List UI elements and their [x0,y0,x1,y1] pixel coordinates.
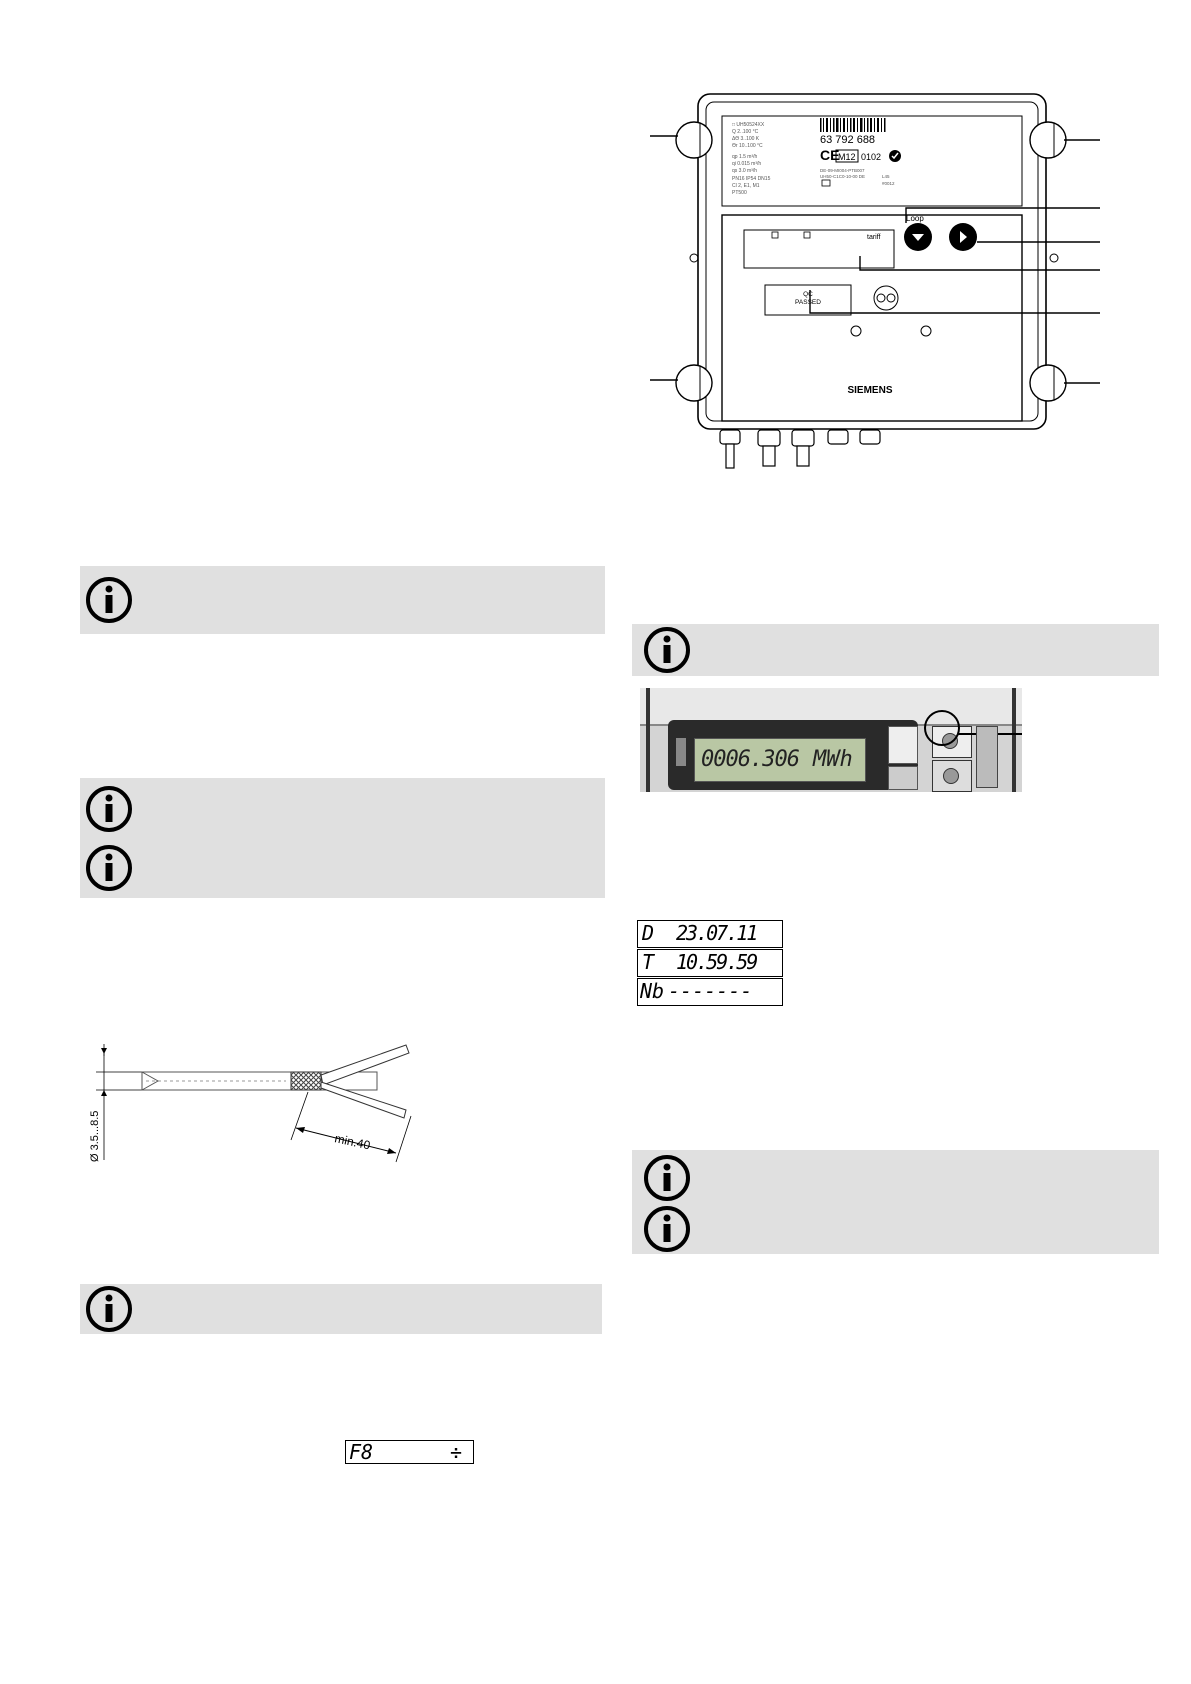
lcd-screen [694,738,866,782]
info-icon [86,577,132,623]
svg-text:Q 2..100 °C: Q 2..100 °C [732,129,759,135]
qc-line1: QC [803,291,813,298]
display-row-value: ------- [668,979,753,1003]
barcode-number: 63 792 688 [820,134,876,146]
down-button[interactable] [904,223,932,251]
lcd-reading: 0006.306 [701,747,799,772]
svg-text:qi 0.015 m³/h: qi 0.015 m³/h [732,161,762,167]
svg-text:□ UH50524XX: □ UH50524XX [732,122,765,128]
lcd-photo [640,688,1022,792]
info-icon [86,1286,132,1332]
svg-text:DE-09-MI004-PTB007: DE-09-MI004-PTB007 [820,168,865,173]
error-symbol: ÷ [450,1440,463,1464]
strip-length-label: min.40 [333,1131,372,1153]
info-icon [644,1155,690,1201]
error-display [345,1440,474,1464]
info-note-5 [632,1150,1159,1254]
svg-text:Cl 2, E1, M1: Cl 2, E1, M1 [732,183,760,189]
display-row-value: 23.07.11 [676,921,757,945]
info-icon [644,627,690,673]
svg-text:#0012: #0012 [882,181,895,186]
metrology-mark: M12 [838,152,856,162]
info-note-1 [80,566,605,634]
svg-text:ΔΘ 3..100 K: ΔΘ 3..100 K [732,136,760,142]
display-row-time [637,949,783,977]
info-note-4 [632,624,1159,676]
loop-label: Loop [906,214,924,223]
meter-front-diagram [650,88,1100,470]
info-icon [86,845,132,891]
svg-text:PT500: PT500 [732,190,747,196]
error-code: F8 [349,1440,374,1464]
info-note-2 [80,778,605,898]
display-row-label: D [642,921,655,945]
svg-text:qp 1.5 m³/h: qp 1.5 m³/h [732,154,758,160]
button-highlight-circle [924,710,960,746]
svg-text:Θr 10..100 °C: Θr 10..100 °C [732,143,763,149]
display-row-number [637,978,783,1006]
svg-text:L45: L45 [882,174,890,179]
panel-label: tariff [867,234,881,241]
diameter-label: Ø 3.5...8.5 [89,1110,101,1162]
next-button[interactable] [949,223,977,251]
svg-text:UH50-C1C0-10-00 DE: UH50-C1C0-10-00 DE [820,174,866,179]
info-icon [86,786,132,832]
svg-text:qs 3.0 m³/h: qs 3.0 m³/h [732,168,758,174]
svg-text:PN16 IP54 DN15: PN16 IP54 DN15 [732,176,771,182]
display-row-value: 10.59.59 [676,950,757,974]
display-row-date [637,920,783,948]
ce-mark: CE [820,147,840,163]
display-row-label: Nb [640,979,665,1003]
display-row-label: T [642,950,655,974]
cable-strip-diagram [86,1040,426,1170]
lcd-unit: MWh [813,747,853,772]
info-icon [644,1206,690,1252]
brand-label: SIEMENS [847,385,893,396]
qc-line2: PASSED [795,299,821,306]
notified-body: 0102 [861,152,882,162]
info-note-3 [80,1284,602,1334]
